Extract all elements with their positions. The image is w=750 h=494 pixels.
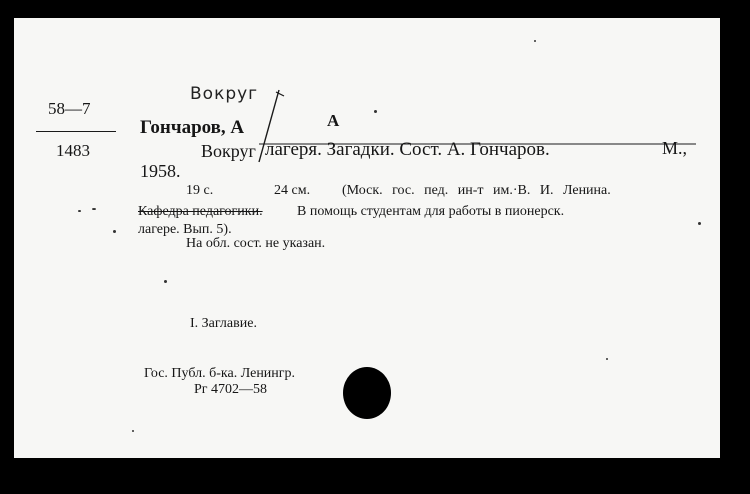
note: На обл. сост. не указан. bbox=[186, 236, 326, 251]
series-line-2: В помощь студентам для работы в пионерск. bbox=[297, 204, 565, 219]
heading-author: Гончаров, А bbox=[140, 117, 245, 138]
collation-pages: 19 с. bbox=[186, 183, 214, 198]
dust-speck bbox=[606, 358, 608, 360]
dust-speck bbox=[113, 230, 116, 233]
dust-speck bbox=[698, 222, 701, 225]
handwritten-note: Вокруг bbox=[190, 84, 259, 104]
publication-place: М., bbox=[662, 138, 688, 158]
library-name: Гос. Публ. б-ка. Ленингр. bbox=[144, 366, 296, 381]
punch-hole bbox=[343, 367, 391, 419]
call-number-bottom: 1483 bbox=[56, 141, 90, 160]
series-struck: Кафедра педагогики. bbox=[138, 204, 263, 219]
dust-speck bbox=[78, 210, 81, 212]
correction-mark: А bbox=[327, 111, 340, 130]
accession-number: Рг 4702—58 bbox=[194, 382, 268, 397]
dust-speck bbox=[92, 208, 96, 210]
tracing: I. Заглавие. bbox=[190, 316, 257, 331]
dust-speck bbox=[164, 280, 167, 283]
series-line-3: лагере. Вып. 5). bbox=[138, 222, 232, 237]
title-handwritten-word: Вокруг bbox=[201, 141, 256, 161]
call-number-top: 58—7 bbox=[48, 99, 91, 118]
collation-size: 24 см. bbox=[274, 183, 311, 198]
publication-year: 1958. bbox=[140, 161, 181, 181]
title-text: лагеря. Загадки. Сост. А. Гончаров. bbox=[265, 139, 550, 160]
dust-speck bbox=[132, 430, 134, 432]
dust-speck bbox=[534, 40, 536, 42]
dust-speck bbox=[374, 110, 377, 113]
series-line-1: (Моск. гос. пед. ин-т им.·В. И. Ленина. bbox=[342, 183, 611, 198]
